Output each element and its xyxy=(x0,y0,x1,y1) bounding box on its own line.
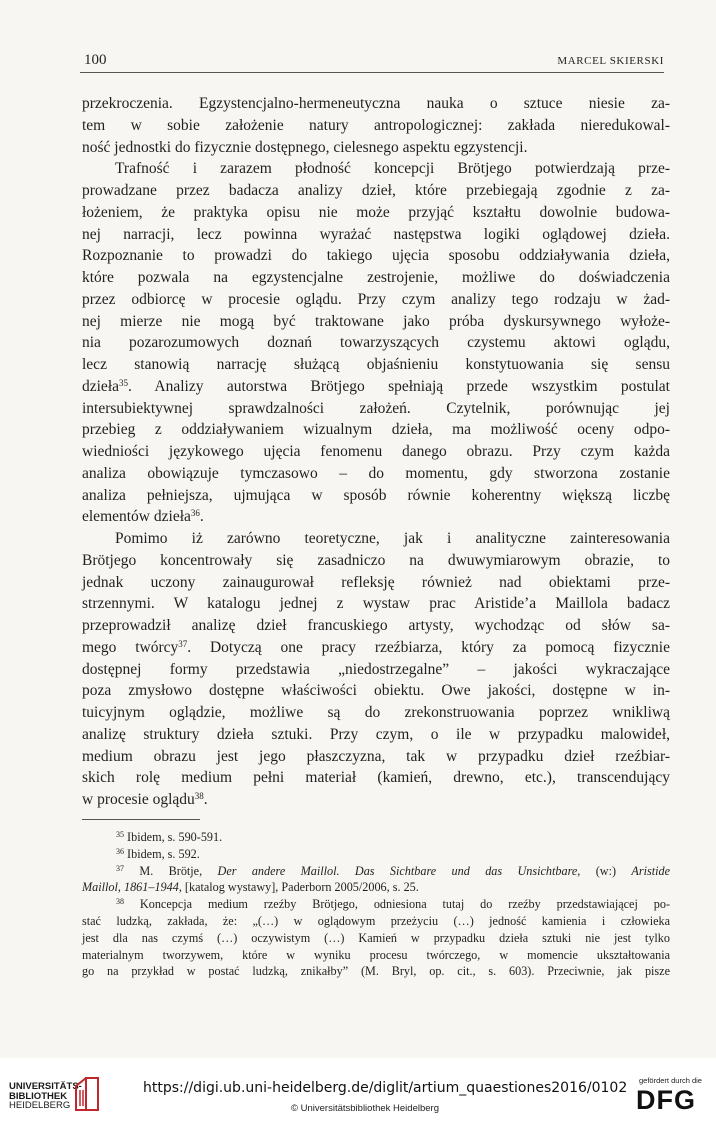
footnote-number: 35 xyxy=(116,830,124,839)
text-line: intersubiektywnej sprawdzalności założeń. Czytelnik, porównując jej xyxy=(82,399,670,417)
text-line: tem w sobie założenie natury antropologicznej: zakłada nieredukowal- xyxy=(82,116,670,134)
footnote-title: Maillol, 1861–1944 xyxy=(82,880,179,895)
text-line: przeprowadził analizę dzieł francuskiego artysty, wychodząc od słów sa- xyxy=(82,617,670,634)
footnote-line: stać ludzką, zakłada, że: „(…) w oglądowym przeżyciu (…) jedność kamienia i człowieka xyxy=(82,913,670,928)
text-line xyxy=(82,506,670,528)
text-line: strzennymi. W katalogu jednej z wystaw prac Aristide’a Maillola badacz xyxy=(82,595,670,613)
footnote-line: jest dla nas czymś (…) oczywistym (…) Kamień w przypadku dzieła sztuki nie jest tylko xyxy=(82,930,670,945)
paragraph-1 xyxy=(82,93,670,158)
library-logo-icon xyxy=(72,1076,100,1112)
paragraph-3 xyxy=(82,528,670,811)
text-fragment: w procesie oglądu xyxy=(82,791,195,808)
footnote-line: materialnym tworzywem, które w wyniku procesu twórczego, w momencie ukształtowania xyxy=(82,947,670,962)
text-line: prowadzane przez badacza analizy dzieł, które przebiegają zgodnie z za- xyxy=(82,182,670,199)
text-fragment: . Dotyczą one pracy rzeźbiarza, który za pomocą fizycznie xyxy=(187,638,670,656)
footnote-author: M. Brötje, xyxy=(139,863,218,878)
text-line: dostępnej formy przedstawia „niedostrzegalne” – jakości wykraczające xyxy=(82,660,670,678)
main-text xyxy=(82,93,670,811)
footnote-text: Ibidem, s. 590-591. xyxy=(127,830,223,844)
text-fragment: dzieła xyxy=(82,377,120,395)
library-name-line: UNIVERSITÄTS- xyxy=(9,1081,82,1092)
footnote-35 xyxy=(82,829,670,846)
text-line: lecz stanowią narrację służącą objaśnieniu konstytuowania się sensu xyxy=(82,356,670,373)
footnote-title: Aristide xyxy=(631,863,670,878)
text-line xyxy=(82,376,670,398)
footnote-text: , [katalog wystawy], Paderborn 2005/2006, s. 25. xyxy=(178,880,419,895)
footnote-ref-37[interactable]: 37 xyxy=(178,638,188,649)
footnote-title: Der andere Maillol. Das Sichtbare und das Unsichtbare, xyxy=(217,863,581,878)
text-line xyxy=(82,789,670,811)
footnote-line xyxy=(82,863,670,880)
footnote-line xyxy=(82,896,670,913)
dfg-logo: DFG xyxy=(636,1085,696,1115)
text-line: poza zmysłowo dostępne właściwości obiektu. Owe jakości, dostępne w in- xyxy=(82,682,670,700)
funded-by-label: gefördert durch die xyxy=(639,1076,702,1085)
text-line: medium obrazu jest jego płaszczyzna, tak w przypadku dzieł rzeźbiar- xyxy=(82,747,670,765)
copyright-notice: © Universitätsbibliothek Heidelberg xyxy=(291,1103,439,1114)
text-line: Pomimo iż zarówno teoretyczne, jak i analityczne zainteresowania xyxy=(115,530,670,547)
text-fragment: . Analizy autorstwa Brötjego spełniają przede wszystkim postulat xyxy=(128,377,670,395)
text-line: przebieg z oddziaływaniem wizualnym dzieła, ma możliwość oceny odpo- xyxy=(82,421,670,439)
footnote-37 xyxy=(82,863,670,897)
text-fragment: elementów dzieła xyxy=(82,508,191,526)
text-line: przez odbiorcę w procesie oglądu. Przy czym analizy tego rodzaju w żad- xyxy=(82,290,670,308)
text-line: jednak uczony zainaugurował refleksję również nad obiektami prze- xyxy=(82,573,670,591)
text-line: nia pozarozumowych doznań towarzyszących czystemu aktowi oglądu, xyxy=(82,334,670,352)
footnote-line: go na przykład w postać ludzką, znikałby” (M. Bryl, op. cit., s. 603). Przeciwnie, jak pisze xyxy=(82,964,670,979)
footnote-line xyxy=(82,879,670,896)
text-line: analizę struktury dzieła sztuki. Przy czym, o ile w przypadku malowideł, xyxy=(82,725,670,743)
footnote-ref-38[interactable]: 38 xyxy=(194,791,204,801)
footnote-text: Ibidem, s. 592. xyxy=(127,846,200,861)
paragraph-2 xyxy=(82,158,670,528)
text-line: które pozwala na egzystencjalne zestrojenie, możliwe do doświadczenia xyxy=(82,269,670,286)
text-line: tuicyjnym oglądzie, możliwe są do zrekonstruowania poprzez wnikliwą xyxy=(82,704,670,721)
permalink-url[interactable]: https://digi.ub.uni-heidelberg.de/diglit/artium_quaestiones2016/0102 xyxy=(143,1080,628,1096)
text-line: Brötjego koncentrowały się zasadniczo na dwuwymiarowym obrazie, to xyxy=(82,551,670,569)
footnote-divider xyxy=(82,819,200,820)
library-name-line: BIBLIOTHEK xyxy=(9,1090,68,1102)
text-line: przekroczenia. Egzystencjalno-hermeneutyczna nauka o sztuce niesie za- xyxy=(82,95,670,112)
footnote-number: 36 xyxy=(116,846,124,856)
text-line: analiza pełniejsza, ujmująca w sposób równie koherentny większą liczbę xyxy=(82,486,670,504)
text-line: wiedniości językowego ujęcia fenomenu danego obrazu. Przy czym każda xyxy=(82,443,670,460)
page-header xyxy=(80,50,664,73)
library-name xyxy=(9,1082,82,1111)
footnote-ref-36[interactable]: 36 xyxy=(190,508,200,519)
footnote-number: 37 xyxy=(116,863,124,873)
text-line xyxy=(82,637,670,659)
text-line: nej narracji, lecz powinna wyrażać następstwa logiki oglądowej dzieła. xyxy=(82,225,670,243)
text-line: ność jednostki do fizycznie dostępnego, cielesnego aspektu egzystencji. xyxy=(82,138,528,156)
library-name-line: HEIDELBERG xyxy=(9,1100,71,1111)
footnote-ref-35[interactable]: 35 xyxy=(119,377,129,388)
page-number: 100 xyxy=(84,52,107,68)
footnote-38 xyxy=(82,896,670,980)
text-line: Trafność i zarazem płodność koncepcji Brötjego potwierdzają prze- xyxy=(115,160,670,178)
text-line: Rozpoznanie to prowadzi do takiego ujęcia sposobu oddziaływania dzieła, xyxy=(82,247,670,265)
footnote-number: 38 xyxy=(116,897,124,907)
footnote-text: Koncepcja medium rzeźby Brötjego, odniesiona tutaj do rzeźby przedstawiającej po- xyxy=(139,897,670,912)
text-fragment: . xyxy=(203,791,208,808)
running-head: MARCEL SKIERSKI xyxy=(557,55,664,67)
footnote-text: (w:) xyxy=(580,863,632,878)
viewer-footer xyxy=(0,1058,716,1123)
text-fragment: mego twórcy xyxy=(82,638,179,656)
text-line: skich rolę medium pełni materiał (kamień, drewno, etc.), transcendujący xyxy=(82,769,670,787)
text-line: analiza obowiązuje tymczasowo – do momentu, gdy stworzona zostanie xyxy=(82,464,670,482)
text-fragment: . xyxy=(199,508,204,526)
footnote-36 xyxy=(82,846,670,863)
text-line: łożeniem, że praktyka opisu nie może przyjąć kształtu dowolnie budowa- xyxy=(82,203,670,221)
footnotes xyxy=(82,829,670,980)
text-line: nej mierze nie mogą być traktowane jako próba dyskursywnego wyłoże- xyxy=(82,312,670,330)
